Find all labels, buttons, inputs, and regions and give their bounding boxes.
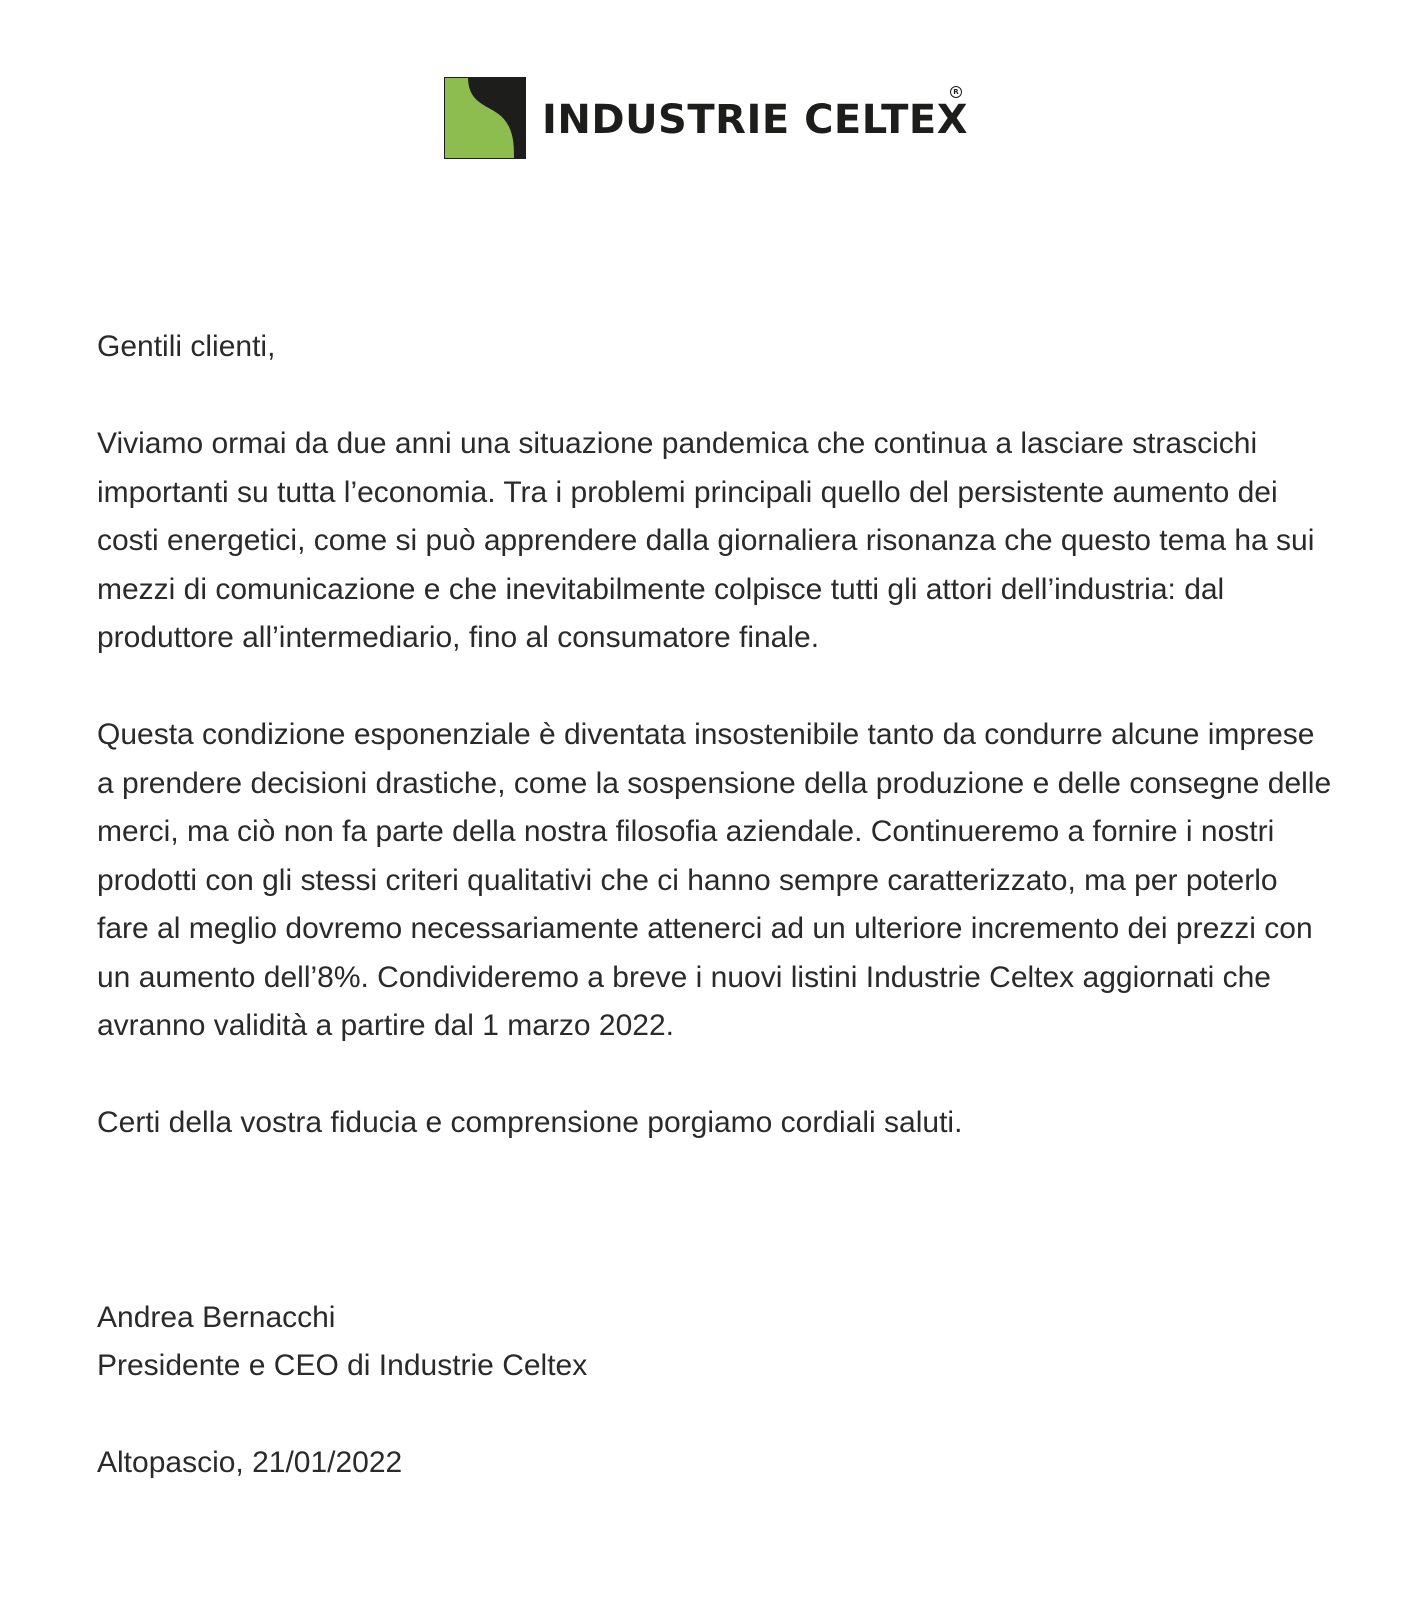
- closing-paragraph: Certi della vostra fiducia e comprensione porgiamo cordiali saluti.: [97, 1106, 963, 1139]
- spacer: [97, 1391, 1337, 1440]
- letter-body: [97, 323, 1337, 1488]
- signatory-name: Andrea Bernacchi: [97, 1300, 336, 1334]
- place-and-date: Altopascio, 21/01/2022: [97, 1446, 403, 1479]
- celtex-logo-mark-icon: [444, 77, 526, 159]
- registered-trademark-icon: R: [950, 86, 962, 98]
- salutation: Gentili clienti,: [97, 330, 276, 363]
- signatory-title: Presidente e CEO di Industrie Celtex: [97, 1349, 588, 1382]
- company-logo: [444, 76, 968, 160]
- spacer: [97, 1148, 1337, 1294]
- paragraph-1: Viviamo ormai da due anni una situazione pandemica che continua a lasciare strascichi importanti su tutta l’economia. Tra i problemi principali quello del persistente aumento dei costi energetici, come si può apprendere dalla giornaliera risonanza che questo tema ha sui mezzi di comunicazione e che inevitabilmente colpisce tutti gli attori dell’industria: dal produttore all’intermediario, fino al consumatore finale.: [97, 427, 1315, 654]
- paragraph-2: Questa condizione esponenziale è diventata insostenibile tanto da condurre alcune imprese a prendere decisioni drastiche, come la sospensione della produzione e delle consegne delle merci, ma ciò non fa parte della nostra filosofia aziendale. Continueremo a fornire i nostri prodotti con gli stessi criteri qualitativi che ci hanno sempre caratterizzato, ma per poterlo fare al meglio dovremo necessariamente attenerci ad un ulteriore incremento dei prezzi con un aumento dell’8%. Condivideremo a breve i nuovi listini Industrie Celtex aggiornati che avranno validità a partire dal 1 marzo 2022.: [97, 718, 1332, 1042]
- brand-name: INDUSTRIE CELTEX: [542, 97, 969, 143]
